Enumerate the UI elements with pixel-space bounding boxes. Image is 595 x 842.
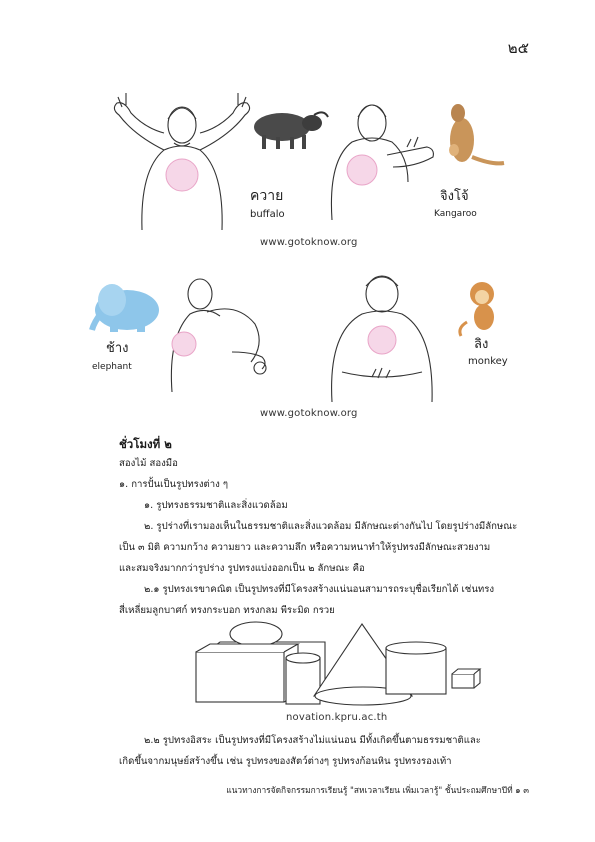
section-subtitle: สองไม้ สองมือ: [119, 458, 178, 469]
paragraph-3-line-1: ๒.๒ รูปทรงอิสระ เป็นรูปทรงที่มีโครงสร้างไม่แน่นอน มีทั้งเกิดขึ้นตามธรรมชาติและ: [144, 735, 481, 746]
illustration-geometric-solids: [186, 618, 486, 710]
paragraph-1-line-3: และสมจริงมากกว่ารูปร่าง รูปทรงแบ่งออกเป็น ๒ ลักษณะ คือ: [119, 563, 365, 574]
label-monkey-thai: ลิง: [474, 337, 489, 352]
figure2-credit: www.gotoknow.org: [260, 408, 358, 419]
illustration-elephant-monkey: [82, 272, 512, 407]
section-heading: ชั่วโมงที่ ๒: [119, 437, 172, 451]
label-kangaroo-english: Kangaroo: [434, 209, 477, 219]
illustration-buffalo-kangaroo: [82, 85, 512, 260]
label-kangaroo-thai: จิงโจ้: [440, 189, 469, 204]
figure-sign-language-elephant-monkey: [82, 272, 512, 427]
page-number: ๒๕: [507, 39, 529, 57]
sphere-shape: [230, 622, 282, 646]
figure3-credit: novation.kpru.ac.th: [286, 712, 388, 723]
buffalo-image: [254, 112, 328, 149]
list-item-1-1: ๑. รูปทรงธรรมชาติและสิ่งแวดล้อม: [144, 500, 288, 511]
paragraph-2-line-2: สี่เหลี่ยมลูกบาศก์ ทรงกระบอก ทรงกลม พีระมิด กรวย: [119, 605, 335, 616]
label-elephant-thai: ช้าง: [106, 341, 129, 356]
figure-geometric-shapes: [186, 618, 486, 728]
label-buffalo-thai: ควาย: [250, 188, 284, 204]
list-item-1: ๑. การปั้นเป็นรูปทรงต่าง ๆ: [119, 479, 229, 490]
right-cylinder-shape: [386, 648, 446, 694]
label-buffalo-english: buffalo: [250, 209, 285, 220]
kangaroo-image: [449, 104, 504, 163]
paragraph-2-line-1: ๒.๑ รูปทรงเรขาคณิต เป็นรูปทรงที่มีโครงสร้างแน่นอนสามารถระบุชื่อเรียกได้ เช่นทรง: [144, 584, 495, 595]
page-footer: แนวทางการจัดกิจกรรมการเรียนรู้ "สหเวลาเรียน เพิ่มเวลารู้" ชั้นประถมศึกษาปีที่ ๑ ๓: [226, 785, 529, 795]
figure1-credit: www.gotoknow.org: [260, 237, 358, 248]
figure-sign-language-buffalo-kangaroo: [82, 85, 512, 260]
cube-shape: [196, 652, 284, 702]
label-elephant-english: elephant: [92, 362, 132, 372]
paragraph-1-line-2: เป็น ๓ มิติ ความกว้าง ความยาว และความลึก หรือความหนาทำให้รูปทรงมีลักษณะสวยงาม: [119, 542, 491, 553]
elephant-image: [92, 284, 159, 332]
paragraph-3-line-2: เกิดขึ้นจากมนุษย์สร้างขึ้น เช่น รูปทรงของสัตว์ต่างๆ รูปทรงก้อนหิน รูปทรงรองเท้า: [119, 756, 452, 767]
label-monkey-english: monkey: [468, 356, 508, 367]
monkey-image: [460, 282, 494, 336]
small-box-shape: [452, 674, 474, 688]
person-sign-kangaroo: [331, 105, 433, 220]
paragraph-1-line-1: ๒. รูปร่างที่เรามองเห็นในธรรมชาติและสิ่งแวดล้อม มีลักษณะต่างกันไป โดยรูปร่างมีลักษณะ: [144, 521, 518, 532]
